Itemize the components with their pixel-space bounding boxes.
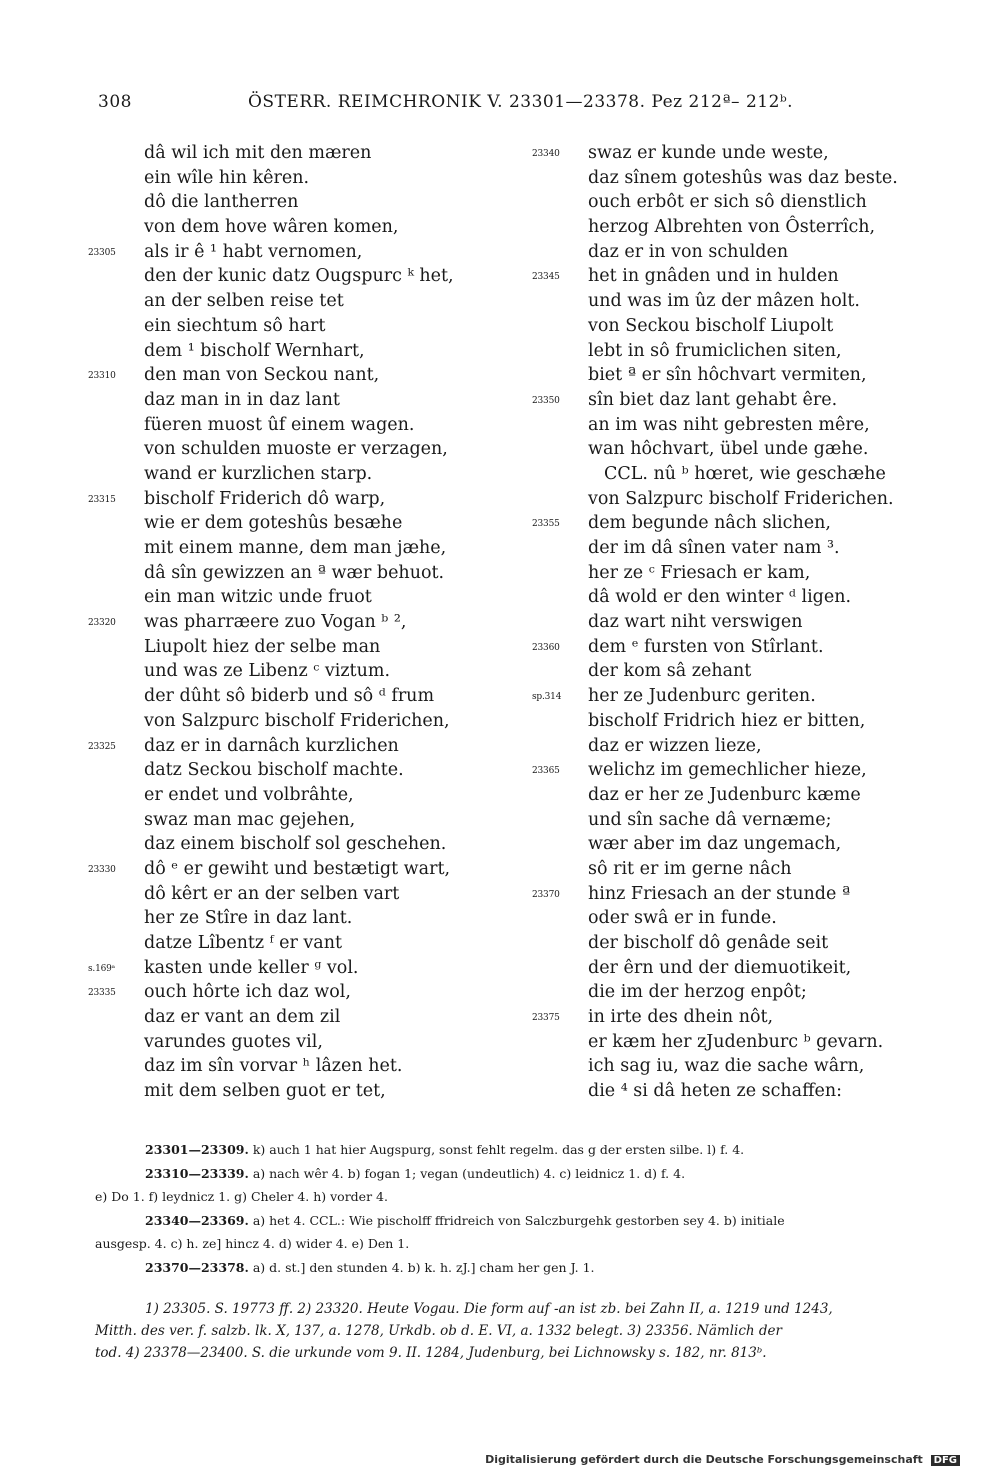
verse-text: daz er her ze Judenburc kæme	[588, 784, 861, 805]
verse-text: die im der herzog enpôt;	[588, 982, 807, 1003]
apparatus-entry	[95, 1185, 965, 1209]
verse-line	[532, 980, 952, 1005]
verse-line	[532, 956, 952, 981]
verse-line	[532, 363, 952, 388]
verse-text: her ze Judenburc geriten.	[588, 686, 816, 707]
verse-text: wær aber im daz ungemach,	[588, 834, 842, 855]
verse-line	[88, 190, 508, 215]
verse-number: 23345	[532, 272, 560, 283]
apparatus-range: 23340—23369.	[145, 1212, 249, 1228]
verse-text: ich sag iu, waz die sache wârn,	[588, 1056, 865, 1077]
verse-text: datze Lîbentz ᶠ er vant	[144, 933, 343, 953]
verse-line	[88, 1054, 508, 1079]
verse-text: swaz er kunde unde weste,	[588, 143, 829, 163]
verse-text: den der kunic datz Ougspurc ᵏ het,	[144, 266, 454, 287]
verse-text: wie er dem goteshûs besæhe	[144, 513, 403, 534]
verse-number: sp.314	[532, 692, 562, 703]
verse-text: daz er in von schulden	[588, 241, 789, 262]
verse-line	[532, 511, 952, 536]
verse-line	[88, 659, 508, 684]
verse-line	[88, 684, 508, 709]
verse-line	[532, 141, 952, 166]
apparatus-entry	[95, 1256, 965, 1280]
verse-number: 23330	[88, 864, 116, 875]
verse-line	[88, 808, 508, 833]
running-title: ÖSTERR. REIMCHRONIK V. 23301—23378. Pez 212ª– 212ᵇ.	[248, 92, 794, 112]
apparatus-range: 23310—23339.	[145, 1165, 249, 1181]
verse-number: 23355	[532, 519, 560, 530]
verse-text: dô ᵉ er gewiht und bestætigt wart,	[144, 858, 451, 879]
verse-text: als ir ê ¹ habt vernomen,	[144, 241, 363, 262]
apparatus-text: a) het 4. CCL.: Wie pischolff ffridreich von Salczburgehk gestorben sey 4. b) initiale	[252, 1212, 785, 1228]
verse-line	[532, 289, 952, 314]
verse-text: dâ sîn gewizzen an ª wær behuot.	[144, 562, 445, 583]
verse-line	[88, 536, 508, 561]
verse-line	[88, 413, 508, 438]
verse-text: die ⁴ si dâ heten ze schaffen:	[588, 1081, 843, 1102]
verse-line	[532, 339, 952, 364]
verse-text: herzog Albrehten von Ôsterrîch,	[588, 217, 876, 238]
verse-text: er endet und volbrâhte,	[144, 784, 354, 805]
verse-text: der êrn und der diemuotikeit,	[588, 957, 852, 978]
verse-text: daz sînem goteshûs was daz beste.	[588, 167, 898, 188]
apparatus-text: a) d. st.] den stunden 4. b) k. h. zJ.] cham her gen J. 1.	[252, 1259, 595, 1275]
verse-number: 23310	[88, 371, 116, 382]
verse-text: ouch hôrte ich daz wol,	[144, 982, 351, 1003]
verse-line	[88, 141, 508, 166]
verse-text: daz er vant an dem zil	[144, 1007, 341, 1028]
verse-text: daz einem bischolf sol geschehen.	[144, 834, 447, 855]
apparatus-text: ausgesp. 4. c) h. ze] hincz 4. d) wider 4. e) Den 1.	[95, 1236, 410, 1251]
verse-text: daz im sîn vorvar ʰ lâzen het.	[144, 1056, 403, 1077]
verse-text: sîn biet daz lant gehabt êre.	[588, 389, 838, 410]
verse-line	[88, 783, 508, 808]
page-header	[98, 92, 906, 116]
verse-text: dem ᵉ fursten von Stîrlant.	[588, 636, 824, 657]
verse-number: 23335	[88, 988, 116, 999]
verse-line	[88, 289, 508, 314]
verse-line	[88, 462, 508, 487]
verse-line	[532, 709, 952, 734]
verse-text: dem begunde nâch slichen,	[588, 513, 831, 534]
digitization-credit	[485, 1453, 960, 1466]
verse-line	[532, 536, 952, 561]
verse-line	[532, 487, 952, 512]
verse-number: 23350	[532, 395, 560, 406]
verse-text: der bischolf dô genâde seit	[588, 933, 829, 953]
verse-text: sô rit er im gerne nâch	[588, 858, 792, 879]
verse-line	[532, 808, 952, 833]
verse-line	[532, 388, 952, 413]
verse-text: von Salzpurc bischolf Friderichen.	[588, 488, 894, 509]
left-verse-column	[88, 141, 508, 1104]
verse-text: der kom sâ zehant	[588, 661, 752, 682]
verse-line	[88, 931, 508, 956]
verse-line	[88, 882, 508, 907]
verse-text: bischolf Friderich dô warp,	[144, 488, 386, 509]
verse-text: oder swâ er in funde.	[588, 908, 777, 929]
apparatus-text: k) auch 1 hat hier Augspurg, sonst fehlt regelm. das g der ersten silbe. l) f. 4.	[252, 1142, 745, 1157]
verse-text: swaz man mac gejehen,	[144, 809, 356, 830]
apparatus-range: 23301—23309.	[145, 1142, 249, 1157]
verse-text: daz er wizzen lieze,	[588, 735, 762, 756]
apparatus-range: 23370—23378.	[145, 1259, 249, 1275]
verse-text: daz wart niht verswigen	[588, 612, 803, 633]
verse-text: ein siechtum sô hart	[144, 315, 326, 336]
verse-line	[88, 980, 508, 1005]
dfg-logo: DFG	[931, 1455, 960, 1466]
footnote-line: Mitth. des ver. f. salzb. lk. X, 137, a. 1278, Urkdb. ob d. E. VI, a. 1332 belegt. 3) 23356. Nämlich der	[95, 1323, 782, 1339]
verse-text: füeren muost ûf einem wagen.	[144, 414, 415, 435]
footnote-line: tod. 4) 23378—23400. S. die urkunde vom 9. II. 1284, Judenburg, bei Lichnowsky s. 182, nr. 813ᵇ.	[95, 1345, 767, 1361]
verse-text: her ze ᶜ Friesach er kam,	[588, 562, 811, 583]
verse-text: ein man witzic unde fruot	[144, 587, 372, 608]
verse-text: CCL. nû ᵇ hœret, wie geschæhe	[604, 463, 886, 484]
verse-text: Liupolt hiez der selbe man	[144, 636, 381, 657]
verse-line	[88, 758, 508, 783]
verse-line	[532, 758, 952, 783]
verse-line	[532, 684, 952, 709]
verse-line	[88, 832, 508, 857]
verse-text: von schulden muoste er verzagen,	[144, 439, 448, 460]
footnote-line: 1) 23305. S. 19773 ff. 2) 23320. Heute Vogau. Die form auf -an ist zb. bei Zahn II, a. 1219 und 1243,	[145, 1301, 833, 1317]
verse-line	[88, 264, 508, 289]
verse-line	[88, 635, 508, 660]
verse-text: und was im ûz der mâzen holt.	[588, 291, 860, 312]
credit-text: Digitalisierung gefördert durch die Deutsche Forschungsgemeinschaft	[485, 1453, 923, 1466]
verse-text: kasten unde keller ᵍ vol.	[144, 957, 359, 978]
verse-line	[532, 734, 952, 759]
verse-line	[88, 585, 508, 610]
verse-number: 23360	[532, 642, 560, 653]
verse-text: in irte des dhein nôt,	[588, 1007, 774, 1028]
verse-line	[88, 314, 508, 339]
verse-line	[532, 857, 952, 882]
verse-text: ouch erbôt er sich sô dienstlich	[588, 192, 867, 213]
verse-line	[88, 561, 508, 586]
verse-line	[88, 511, 508, 536]
verse-line	[532, 240, 952, 265]
verse-text: mit einem manne, dem man jæhe,	[144, 538, 447, 558]
verse-text: dem ¹ bischolf Wernhart,	[144, 340, 365, 361]
verse-text: her ze Stîre in daz lant.	[144, 908, 353, 929]
verse-line	[88, 709, 508, 734]
verse-number: 23370	[532, 889, 560, 900]
verse-text: an der selben reise tet	[144, 291, 344, 312]
verse-text: mit dem selben guot er tet,	[144, 1081, 386, 1102]
verse-text: der im dâ sînen vater nam ³.	[588, 538, 840, 558]
verse-text: was pharræere zuo Vogan ᵇ ²,	[144, 612, 407, 633]
verse-text: varundes guotes vil,	[144, 1031, 323, 1052]
verse-text: biet ª er sîn hôchvart vermiten,	[588, 365, 867, 386]
verse-text: dô kêrt er an der selben vart	[144, 883, 400, 904]
verse-text: wan hôchvart, übel unde gæhe.	[588, 439, 869, 460]
verse-line	[532, 832, 952, 857]
critical-apparatus	[95, 1138, 965, 1279]
verse-line	[88, 734, 508, 759]
verse-line	[532, 561, 952, 586]
verse-line	[88, 166, 508, 191]
verse-number: 23325	[88, 741, 116, 752]
verse-line	[532, 1079, 952, 1104]
verse-text: dâ wold er den winter ᵈ ligen.	[588, 587, 852, 608]
right-verse-column	[532, 141, 952, 1104]
page-number: 308	[98, 92, 132, 112]
verse-number: 23365	[532, 766, 560, 777]
verse-line	[532, 1030, 952, 1055]
verse-number: s.169ᵃ	[88, 963, 115, 974]
verse-text: an im was niht gebresten mêre,	[588, 414, 870, 435]
verse-line	[88, 215, 508, 240]
verse-line	[532, 585, 952, 610]
verse-text: bischolf Fridrich hiez er bitten,	[588, 710, 866, 731]
verse-text: von Salzpurc bischolf Friderichen,	[144, 710, 450, 731]
verse-line	[88, 388, 508, 413]
verse-line	[532, 437, 952, 462]
verse-line	[532, 166, 952, 191]
verse-line	[88, 1030, 508, 1055]
verse-line	[532, 413, 952, 438]
verse-line	[532, 659, 952, 684]
apparatus-entry	[95, 1162, 965, 1186]
verse-line	[532, 882, 952, 907]
verse-text: von Seckou bischolf Liupolt	[588, 315, 834, 336]
verse-text: ein wîle hin kêren.	[144, 167, 310, 188]
verse-text: er kæm her zJudenburc ᵇ gevarn.	[588, 1031, 884, 1052]
apparatus-entry	[95, 1138, 965, 1162]
verse-line	[88, 1005, 508, 1030]
verse-text: von dem hove wâren komen,	[144, 217, 399, 238]
verse-text: dâ wil ich mit den mæren	[144, 143, 372, 163]
verse-text: datz Seckou bischolf machte.	[144, 760, 404, 781]
verse-number: 23305	[88, 247, 116, 258]
verse-text: het in gnâden und in hulden	[588, 266, 839, 287]
verse-number: 23315	[88, 494, 116, 505]
verse-line	[88, 610, 508, 635]
verse-line	[88, 339, 508, 364]
verse-line	[88, 487, 508, 512]
apparatus-text: a) nach wêr 4. b) fogan 1; vegan (undeutlich) 4. c) leidnicz 1. d) f. 4.	[252, 1165, 686, 1181]
verse-line	[88, 363, 508, 388]
verse-line	[532, 190, 952, 215]
verse-text: und was ze Libenz ᶜ viztum.	[144, 661, 391, 682]
verse-line	[88, 857, 508, 882]
verse-number: 23340	[532, 149, 560, 159]
verse-line	[532, 906, 952, 931]
verse-line	[532, 931, 952, 956]
verse-text: welichz im gemechlicher hieze,	[588, 760, 867, 781]
verse-line	[532, 314, 952, 339]
verse-number: 23375	[532, 1013, 560, 1024]
verse-text: und sîn sache dâ vernæme;	[588, 809, 832, 830]
apparatus-text: e) Do 1. f) leydnicz 1. g) Cheler 4. h) vorder 4.	[95, 1189, 388, 1204]
verse-line	[532, 783, 952, 808]
footnotes	[95, 1298, 965, 1364]
verse-text: daz man in in daz lant	[144, 389, 340, 410]
verse-line	[532, 1054, 952, 1079]
verse-text: der dûht sô biderb und sô ᵈ frum	[144, 686, 435, 707]
verse-text: daz er in darnâch kurzlichen	[144, 735, 399, 756]
verse-number: 23320	[88, 618, 116, 629]
verse-text: wand er kurzlichen starp.	[144, 463, 373, 484]
verse-line	[532, 635, 952, 660]
apparatus-entry	[95, 1232, 965, 1256]
verse-text: hinz Friesach an der stunde ª	[588, 883, 851, 904]
verse-line	[88, 240, 508, 265]
apparatus-entry	[95, 1209, 965, 1233]
verse-text: den man von Seckou nant,	[144, 365, 380, 386]
verse-line	[532, 462, 952, 487]
verse-line	[88, 956, 508, 981]
verse-line	[88, 1079, 508, 1104]
verse-line	[532, 215, 952, 240]
verse-line	[88, 906, 508, 931]
verse-line	[532, 1005, 952, 1030]
verse-line	[88, 437, 508, 462]
verse-line	[532, 264, 952, 289]
verse-text: lebt in sô frumiclichen siten,	[588, 340, 842, 361]
verse-line	[532, 610, 952, 635]
verse-text: dô die lantherren	[144, 192, 299, 213]
